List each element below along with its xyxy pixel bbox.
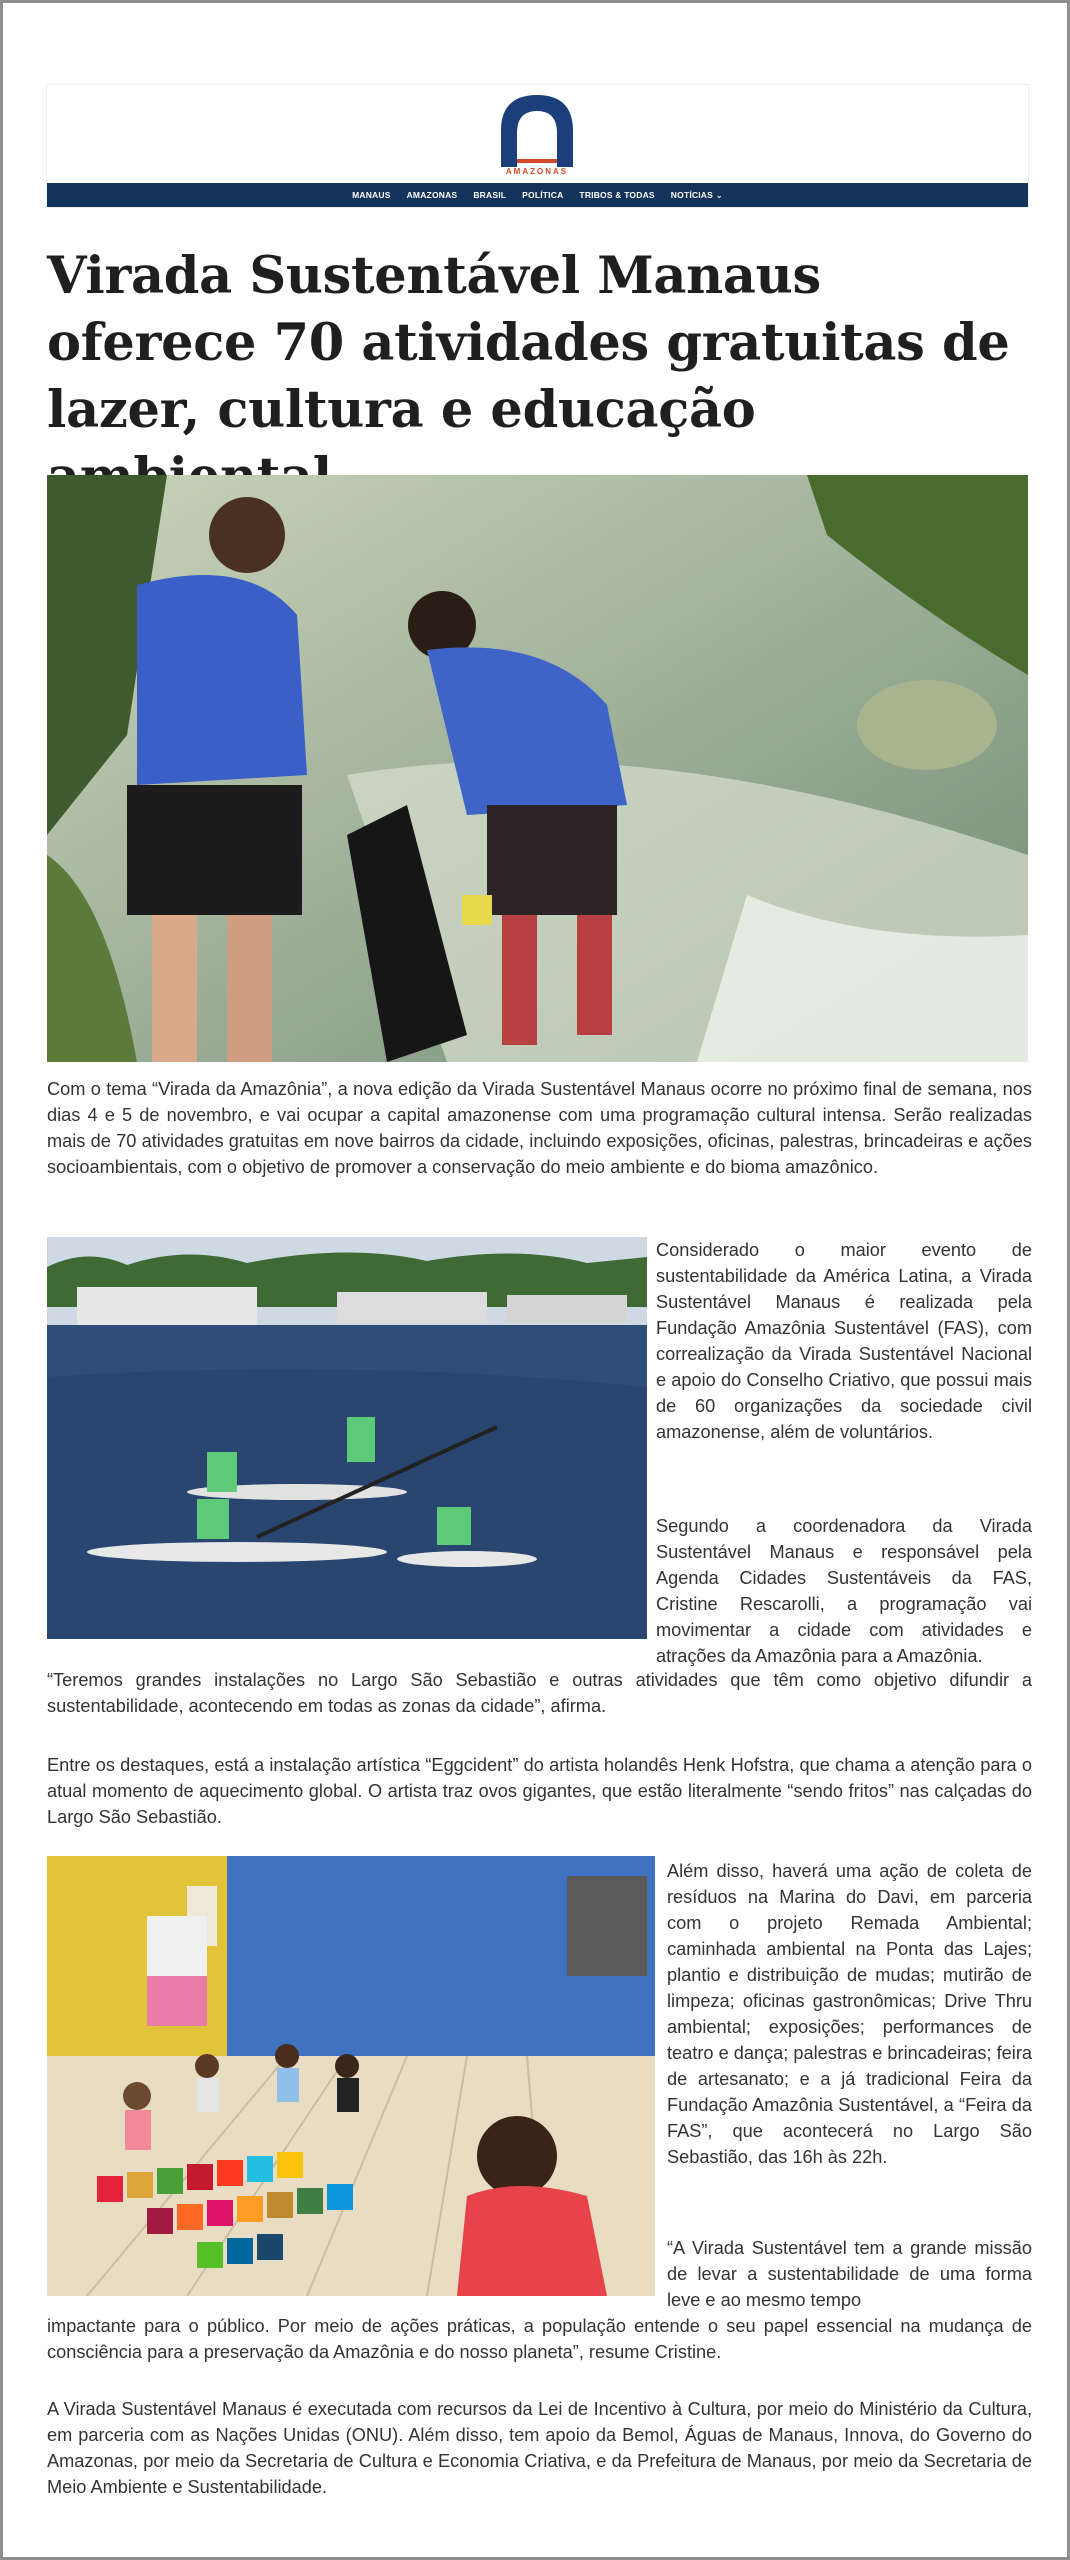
paddleboard-photo — [47, 1237, 647, 1639]
paragraph-sponsors: A Virada Sustentável Manaus é executada com recursos da Lei de Incentivo à Cultura, por meio do Ministério da Cultura, em parceria com as Nações Unidas (ONU). Além disso, tem apoio da Bemol, Águas de Manaus, Innova, do Governo do Amazonas, por meio da Secretaria de Cultura e Economia Criativa, e da Prefeitura de Manaus, por meio da Secretaria de Meio Ambiente e Sustentabilidade. — [47, 2399, 1032, 2497]
paragraph-mission-cont: impactante para o público. Por meio de ações práticas, a população entende o seu papel essencial na mudança de consciência para a preservação da Amazônia e do nosso planeta”, resume Cristine. — [47, 2316, 1032, 2362]
nav-noticias-dropdown[interactable]: NOTÍCIAS ⌄ — [670, 189, 723, 200]
arch-logo-icon — [493, 89, 581, 169]
paragraph-intro: Com o tema “Virada da Amazônia”, a nova edição da Virada Sustentável Manaus ocorre no próximo final de semana, nos dias 4 e 5 de novembro, e vai ocupar a capital amazonense com uma programação cultural intensa. Serão realizadas mais de 70 atividades gratuitas em nove bairros da cidade, incluindo exposições, oficinas, palestras, brincadeiras e ações socioambientais, com o objetivo de promover a conservação do meio ambiente e do bioma amazônico. — [47, 1079, 1032, 1177]
logo-text: AMAZONAS — [505, 167, 569, 176]
paragraph-coordinator: Segundo a coordenadora da Virada Sustentável Manaus e responsável pela Agenda Cidades Sustentáveis da FAS, Cristine Rescarolli, a programação vai movimentar a cidade com atividades e atrações da Amazônia para a Amazônia. — [656, 1516, 1032, 1666]
river-cleanup-image — [47, 475, 1028, 1062]
main-nav — [47, 183, 1028, 207]
paragraph-mission: “A Virada Sustentável tem a grande missão de levar a sustentabilidade de uma forma leve e ao mesmo tempo — [667, 2238, 1032, 2310]
paragraph-activities: Além disso, haverá uma ação de coleta de resíduos na Marina do Davi, em parceria com o projeto Remada Ambiental; caminhada ambiental na Ponta das Lajes; plantio e distribuição de mudas; mutirão de limpeza; oficinas gastronômicas; Drive Thru ambiental; exposições; performances de teatro e dança; palestras e brincadeiras; feira de artesanato; e a já tradicional Feira da Fundação Amazônia Sustentável, a “Feira da FAS”, que acontecerá no Largo São Sebastião, das 16h às 22h. — [667, 1861, 1032, 2167]
paragraph-event: Considerado o maior evento de sustentabilidade da América Latina, a Virada Sustentável Manaus é realizada pela Fundação Amazônia Sustentável (FAS), com correalização da Virada Sustentável Nacional e apoio do Conselho Criativo, que possui mais de 60 organizações da sociedade civil amazonense, além de voluntários. — [656, 1240, 1032, 1442]
children-sdg-image — [47, 1856, 655, 2296]
paddleboard-image — [47, 1237, 647, 1639]
nav-politica[interactable]: POLÍTICA — [522, 190, 564, 200]
hero-photo — [47, 475, 1028, 1062]
children-photo — [47, 1856, 655, 2296]
nav-manaus[interactable]: MANAUS — [352, 190, 391, 200]
site-logo[interactable] — [493, 89, 581, 179]
nav-brasil[interactable]: BRASIL — [473, 190, 507, 200]
article-title: Virada Sustentável Manaus oferece 70 atividades gratuitas de lazer, cultura e educação — [47, 246, 1010, 440]
site-header — [47, 85, 1028, 207]
nav-tribos[interactable]: TRIBOS & TODAS — [579, 190, 655, 200]
paragraph-quote: “Teremos grandes instalações no Largo São Sebastião e outras atividades que têm como objetivo difundir a sustentabilidade, acontecendo em todas as zonas da cidade”, afirma. — [47, 1670, 1032, 1716]
paragraph-highlight: Entre os destaques, está a instalação artística “Eggcident” do artista holandês Henk Hofstra, que chama a atenção para o atual momento de aquecimento global. O artista traz ovos gigantes, que estão literalmente “sendo fritos” nas calçadas do Largo São Sebastião. — [47, 1755, 1032, 1827]
nav-amazonas[interactable]: AMAZONAS — [406, 190, 458, 200]
